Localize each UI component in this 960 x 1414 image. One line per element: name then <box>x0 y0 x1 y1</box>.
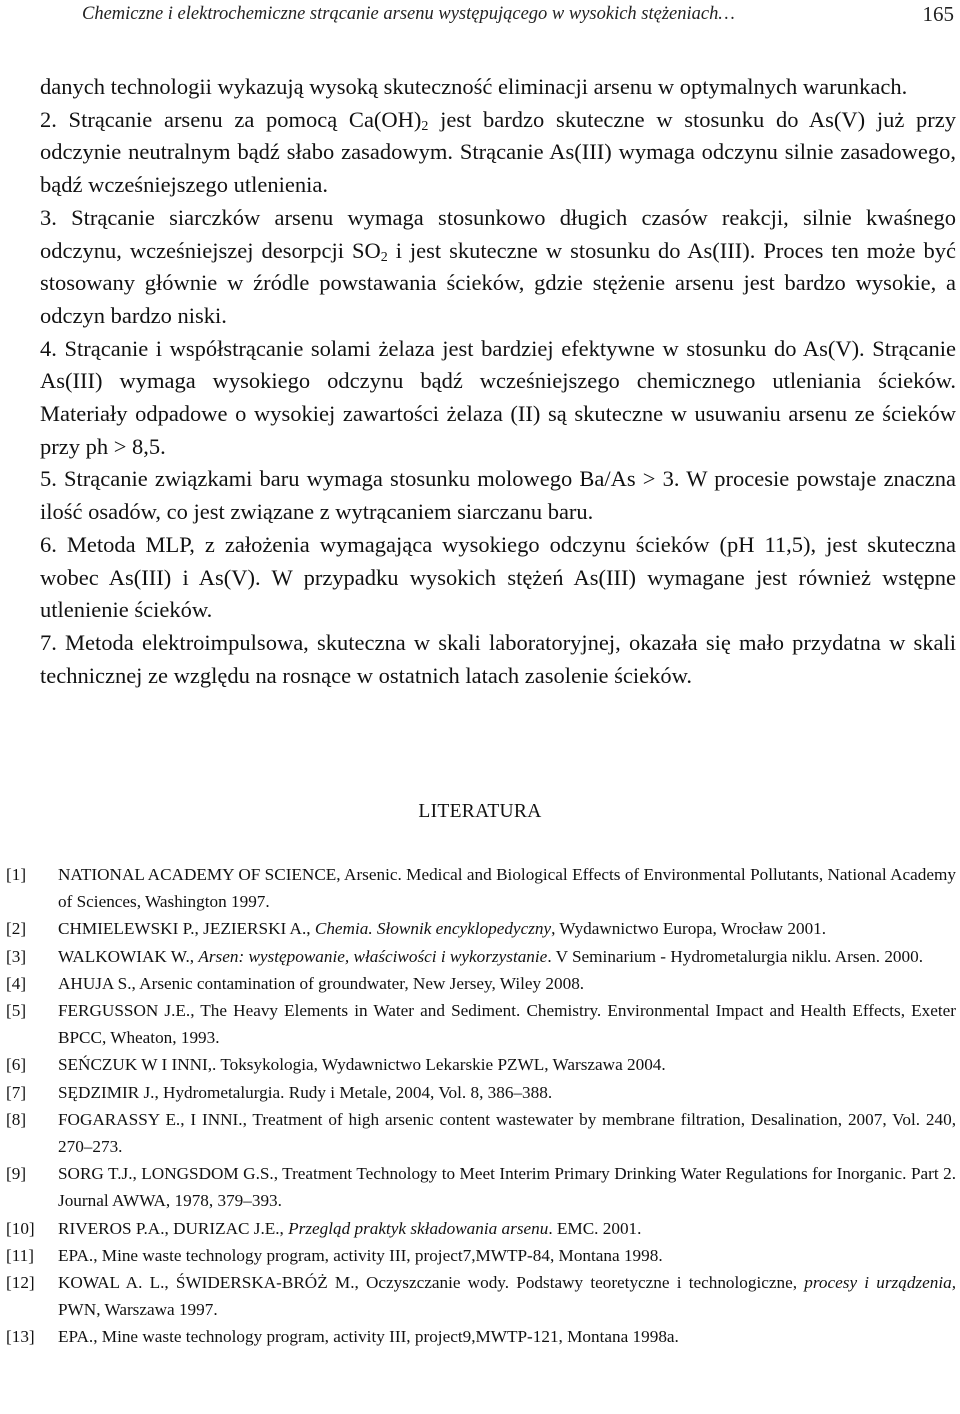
reference-text: AHUJA S., Arsenic contamination of groundwater, New Jersey, Wiley 2008. <box>58 973 585 993</box>
reference-text: FOGARASSY E., I INNI., Treatment of high arsenic content wastewater by membrane filtration, Desalination, 2007, Vol. 240, 270–273. <box>58 1109 956 1157</box>
reference-10 <box>6 1215 956 1242</box>
reference-2 <box>6 915 956 942</box>
item-number: 7. <box>40 629 57 655</box>
item-text: Strącanie siarczków arsenu wymaga stosunkowo długich czasów reakcji, silnie kwaśnego odczynu, wcześniejszej desorpcji SO <box>40 204 956 263</box>
item-text: Metoda MLP, z założenia wymagająca wysokiego odczynu ścieków (pH 11,5), jest skuteczna wobec As(III) i As(V). W przypadku wysokich stężeń As(III) wymagane jest również wstępne utlenienie ścieków. <box>40 531 956 623</box>
reference-text-cont: . EMC. 2001. <box>548 1218 642 1238</box>
reference-number: [2] <box>6 919 27 939</box>
reference-number: [4] <box>6 973 27 993</box>
reference-8 <box>6 1106 956 1160</box>
subscript: 2 <box>421 118 429 134</box>
reference-12 <box>6 1269 956 1323</box>
reference-1 <box>6 861 956 915</box>
reference-text: FERGUSSON J.E., The Heavy Elements in Water and Sediment. Chemistry. Environmental Impact and Health Effects, Exeter BPCC, Wheaton, 1993. <box>58 1001 956 1048</box>
item-text: Strącanie związkami baru wymaga stosunku molowego Ba/As > 3. W procesie powstaje znaczna ilość osadów, co jest związane z wytrącaniem siarczanu baru. <box>40 466 956 525</box>
literature-heading: LITERATURA <box>418 801 542 822</box>
reference-number: [6] <box>6 1055 27 1075</box>
reference-3 <box>6 943 956 970</box>
reference-text: CHMIELEWSKI P., JEZIERSKI A., <box>58 919 315 939</box>
reference-number: [3] <box>6 946 27 966</box>
item-number: 4. <box>40 335 57 361</box>
item-number: 5. <box>40 466 57 492</box>
reference-number: [12] <box>6 1273 35 1293</box>
reference-number: [7] <box>6 1082 27 1102</box>
reference-text: RIVEROS P.A., DURIZAC J.E., <box>58 1218 289 1238</box>
page-number: 165 <box>922 2 954 26</box>
reference-4 <box>6 970 956 997</box>
conclusion-item-2 <box>40 104 956 202</box>
item-number: 6. <box>40 531 57 557</box>
reference-number: [5] <box>6 1001 27 1021</box>
reference-number: [8] <box>6 1109 27 1129</box>
item-text: Strącanie i współstrącanie solami żelaza jest bardziej efektywne w stosunku do As(V). Strącanie As(III) wymaga wysokiego odczynu bądź wcześniejszego chemicznego utleniania ścieków. Materiały odpadowe o wysokiej zawartości żelaza (II) są skuteczne w usuwaniu arsenu ze ścieków przy ph > 8,5. <box>40 335 956 459</box>
item-number: 3. <box>40 204 57 230</box>
item-text: Strącanie arsenu za pomocą Ca(OH) <box>56 106 422 132</box>
reference-text: SEŃCZUK W I INNI,. Toksykologia, Wydawnictwo Lekarskie PZWL, Warszawa 2004. <box>58 1055 666 1075</box>
reference-title: Arsen: występowanie, właściwości i wykorzystanie <box>198 946 548 966</box>
reference-11 <box>6 1242 956 1269</box>
reference-text-cont: PWN, Warszawa 1997. <box>58 1300 218 1320</box>
reference-9 <box>6 1160 956 1214</box>
conclusion-item-7 <box>40 627 956 692</box>
reference-text: NATIONAL ACADEMY OF SCIENCE, Arsenic. Medical and Biological Effects of Environmental Pollutants, National Academy of Sciences, Washington 1997. <box>58 865 956 912</box>
reference-number: [1] <box>6 865 27 884</box>
reference-number: [13] <box>6 1327 35 1347</box>
reference-title: Chemia. Słownik encyklopedyczny <box>314 919 552 939</box>
item-text: Metoda elektroimpulsowa, skuteczna w skali laboratoryjnej, okazała się mało przydatna w skali technicznej ze względu na rosnące w ostatnich latach zasolenie ścieków. <box>40 629 956 688</box>
reference-number: [10] <box>6 1218 35 1238</box>
reference-text: EPA., Mine waste technology program, activity III, project9,MWTP-121, Montana 1998a. <box>58 1327 679 1347</box>
reference-13 <box>6 1323 956 1350</box>
reference-text: SĘDZIMIR J., Hydrometalurgia. Rudy i Metale, 2004, Vol. 8, 386–388. <box>58 1082 553 1102</box>
reference-text: WALKOWIAK W., <box>58 946 199 966</box>
item-text-cont: i jest skuteczne w stosunku do As(III). Proces ten może być stosowany głównie w źródle powstawania ścieków, gdzie stężenie arsenu jest bardzo wysokie, a odczyn bardzo niski. <box>40 237 956 328</box>
reference-title: Przegląd praktyk składowania arsenu <box>288 1218 549 1238</box>
reference-text-cont: , Wydawnictwo Europa, Wrocław 2001. <box>551 919 827 939</box>
reference-number: [9] <box>6 1164 27 1184</box>
reference-7 <box>6 1079 956 1106</box>
reference-text: EPA., Mine waste technology program, activity III, project7,MWTP-84, Montana 1998. <box>58 1245 663 1265</box>
conclusion-item-4 <box>40 333 956 464</box>
running-header: Chemiczne i elektrochemiczne strącanie arsenu występującego w wysokich stężeniach… <box>82 4 735 24</box>
reference-text-cont: . V Seminarium - Hydrometalurgia niklu. Arsen. 2000. <box>547 946 924 966</box>
reference-text: SORG T.J., LONGSDOM G.S., Treatment Technology to Meet Interim Primary Drinking Water Regulations for Inorganic. Part 2. Journal AWWA, 1978, 379–393. <box>58 1164 956 1211</box>
reference-text: KOWAL A. L., ŚWIDERSKA-BRÓŻ M., Oczyszczanie wody. Podstawy teoretyczne i technologiczne, <box>58 1273 805 1293</box>
body-text <box>40 71 956 692</box>
reference-6 <box>6 1051 956 1078</box>
reference-5 <box>6 997 956 1051</box>
item-text-cont: jest bardzo skuteczne w stosunku do As(V) już przy odczynie neutralnym bądź słabo zasadowym. Strącanie As(III) wymaga odczynu silnie zasadowego, bądź wcześniejszego utlenienia. <box>40 106 956 198</box>
conclusion-item-6 <box>40 529 956 627</box>
reference-list <box>6 861 956 1351</box>
reference-number: [11] <box>6 1245 34 1265</box>
conclusion-item-5 <box>40 463 956 528</box>
reference-title: procesy i urządzenia, <box>804 1273 957 1293</box>
subscript: 2 <box>380 249 388 265</box>
intro-paragraph: danych technologii wykazują wysoką skuteczność eliminacji arsenu w optymalnych warunkach. <box>40 74 908 99</box>
item-number: 2. <box>40 106 57 132</box>
conclusion-item-3 <box>40 202 956 333</box>
